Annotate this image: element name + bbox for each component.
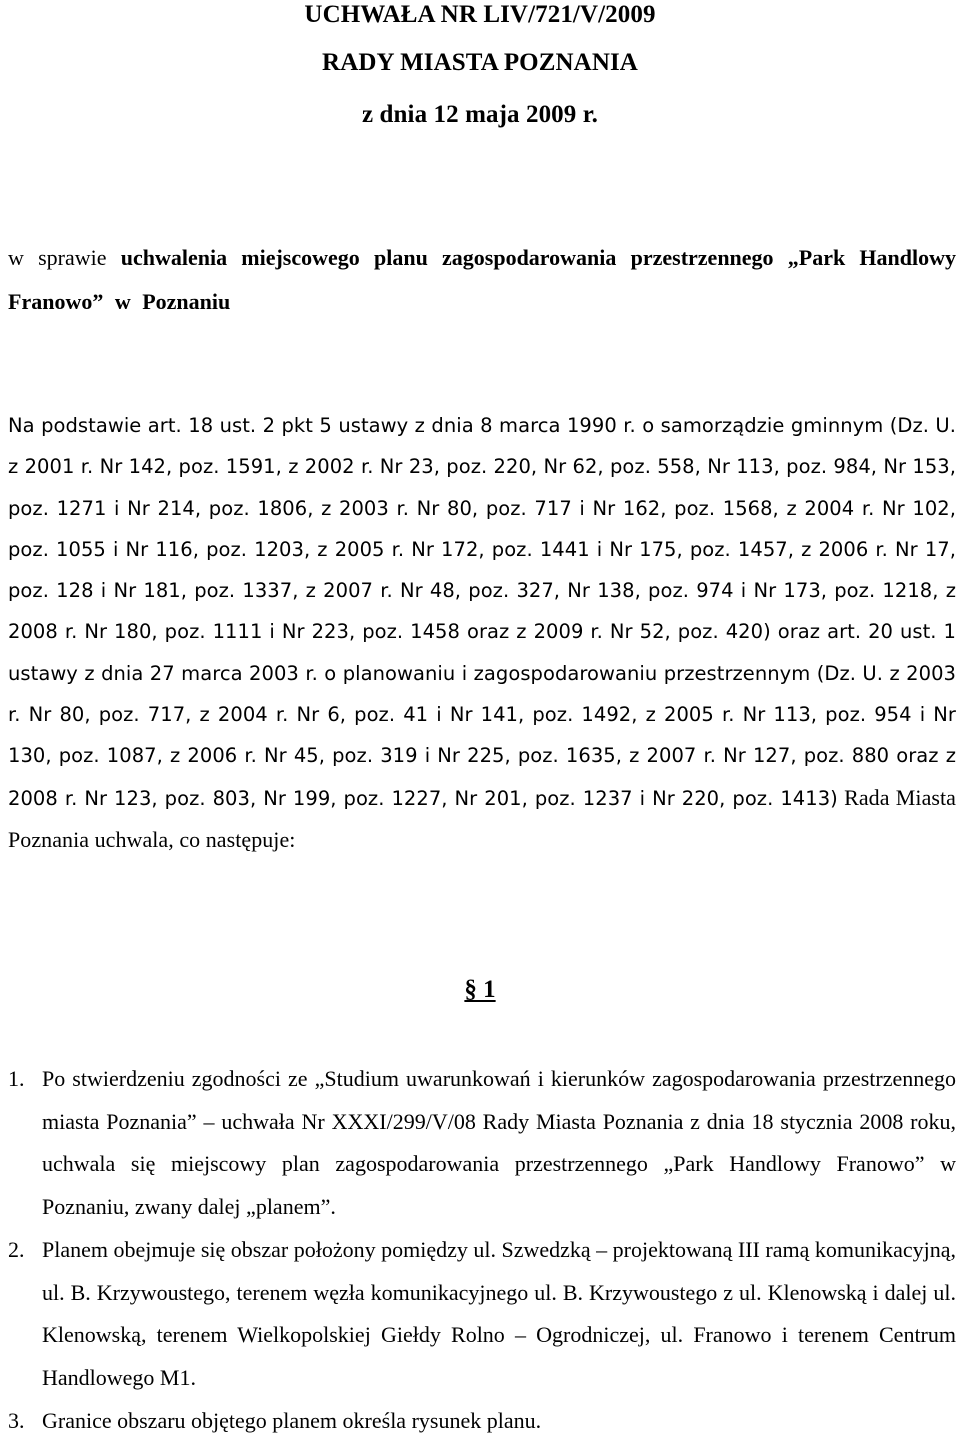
subject-prefix: w sprawie [8, 245, 107, 270]
item-number: 1. [8, 1066, 25, 1091]
legal-basis-text: Na podstawie art. 18 ust. 2 pkt 5 ustawy z dnia 8 marca 1990 r. o samorządzie gminnym (Dz. U. z 2001 r. Nr 142, poz. 1591, z 2002 r. Nr 23, poz. 220, Nr 62, poz. 558, Nr 113, poz. 984, Nr 153, poz. 1271 i Nr 214, poz. 1806, z 2003 r. Nr 80, poz. 717 i Nr 162, poz. 1568, z 2004 r. Nr 102, poz. 1055 i Nr 116, poz. 1203, z 2005 r. Nr 172, poz. 1441 i Nr 175, poz. 1457, z 2006 r. Nr 17, poz. 128 i Nr 181, poz. 1337, z 2007 r. Nr 48, poz. 327, Nr 138, poz. 974 i Nr 173, poz. 1218, z 2008 r. Nr 180, poz. 1111 i Nr 223, poz. 1458 oraz z 2009 r. Nr 52, poz. 420) oraz art. 20 ust. 1 ustawy z dnia 27 marca 2003 r. o planowaniu i zagospodarowaniu przestrzennym (Dz. U. z 2003 r. Nr 80, poz. 717, z 2004 r. Nr 6, poz. 41 i Nr 141, poz. 1492, z 2005 r. Nr 113, poz. 954 i Nr 130, poz. 1087, z 2006 r. Nr 45, poz. 319 i Nr 225, poz. 1635, z 2007 r. Nr 127, poz. 880 oraz z 2008 r. Nr 123, poz. 803, Nr 199, poz. 1227, Nr 201, poz. 1237 i Nr 220, poz. 1413) [8, 414, 956, 810]
legal-basis-paragraph [8, 405, 956, 861]
list-item [8, 1400, 956, 1443]
legal-basis-closing: Rada Miasta Poznania uchwala, co następuje: [8, 784, 956, 852]
item-number: 2. [8, 1237, 25, 1262]
item-text: Planem obejmuje się obszar położony pomiędzy ul. Szwedzką – projektowaną III ramą komunikacyjną, ul. B. Krzywoustego, terenem węzła komunikacyjnego ul. B. Krzywoustego z ul. Klenowską i dalej ul. Klenowską, terenem Wielkopolskiej Giełdy Rolno – Ogrodniczej, ul. Franowo i terenem Centrum Handlowego M1. [42, 1237, 956, 1390]
subject-rest: Handlowy Franowo” w Poznaniu [8, 245, 956, 314]
council-name: RADY MIASTA POZNANIA [322, 49, 638, 76]
resolution-date: z dnia 12 maja 2009 r. [361, 101, 598, 128]
item-text: Po stwierdzeniu zgodności ze „Studium uwarunkowań i kierunków zagospodarowania przestrzennego miasta Poznania” – uchwała Nr XXXI/299/V/08 Rady Miasta Poznania z dnia 18 stycznia 2008 roku, uchwala się miejscowy plan zagospodarowania przestrzennego „Park Handlowy Franowo” w Poznaniu, zwany dalej „planem”. [42, 1066, 956, 1219]
item-text: Granice obszaru objętego planem określa rysunek planu. [42, 1408, 542, 1433]
list-item [8, 1229, 956, 1399]
section-items [8, 1058, 956, 1443]
item-number: 3. [8, 1408, 25, 1433]
list-item [8, 1058, 956, 1228]
section-mark: § 1 [464, 976, 496, 1003]
subject-bold: uchwalenia miejscowego planu zagospodarowania przestrzennego „Park [120, 245, 846, 270]
resolution-number: UCHWAŁA NR LIV/721/V/2009 [304, 1, 656, 28]
resolution-subject [8, 236, 956, 324]
section-heading [0, 974, 960, 1006]
